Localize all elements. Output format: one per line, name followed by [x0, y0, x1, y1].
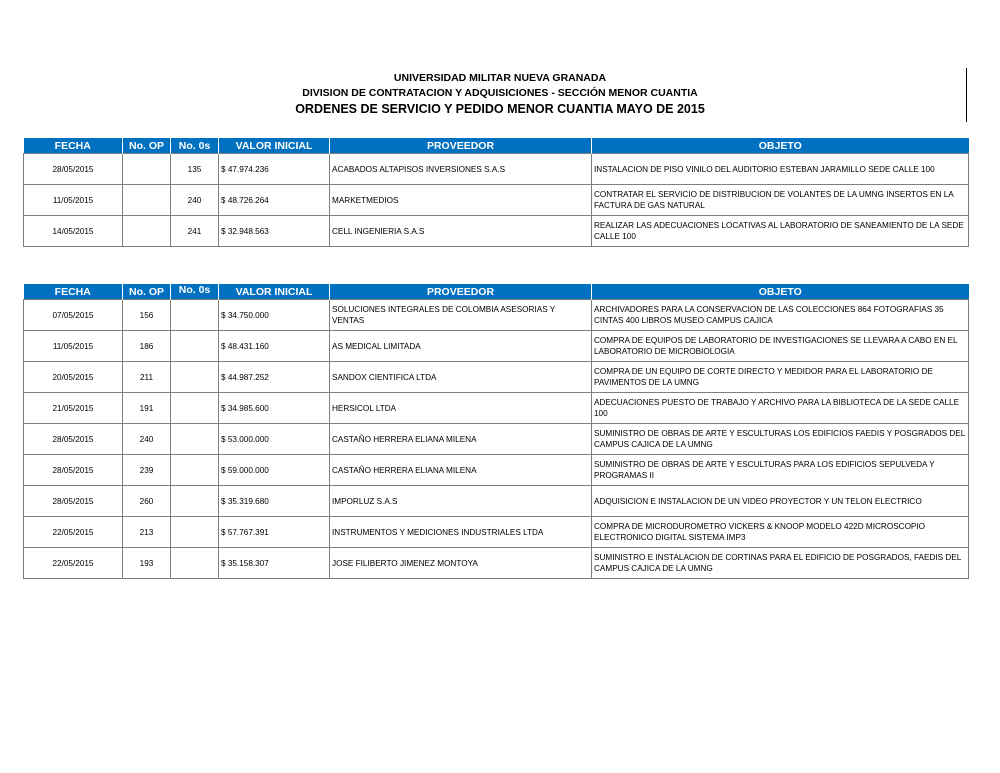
cell-no-op: [123, 216, 171, 247]
table-header-row: [24, 284, 969, 300]
cell-no-op: [123, 185, 171, 216]
table-row: [24, 548, 969, 579]
cell-no-os: 135: [171, 154, 219, 185]
cell-no-op: 211: [123, 362, 171, 393]
col-header-objeto: OBJETO: [592, 138, 969, 154]
col-header-no-os: No. 0s: [171, 284, 219, 300]
col-header-proveedor: PROVEEDOR: [330, 284, 592, 300]
cell-objeto: SUMINISTRO DE OBRAS DE ARTE Y ESCULTURAS PARA LOS EDIFICIOS SEPULVEDA Y PROGRAMAS II: [592, 455, 969, 486]
cell-valor: $ 48.726.264: [219, 185, 330, 216]
cell-fecha: 20/05/2015: [24, 362, 123, 393]
cell-fecha: 22/05/2015: [24, 517, 123, 548]
cell-proveedor: CASTAÑO HERRERA ELIANA MILENA: [330, 424, 592, 455]
cell-fecha: 28/05/2015: [24, 486, 123, 517]
cell-objeto: ADECUACIONES PUESTO DE TRABAJO Y ARCHIVO PARA LA BIBLIOTECA DE LA SEDE CALLE 100: [592, 393, 969, 424]
table-row: [24, 455, 969, 486]
cell-no-os: [171, 300, 219, 331]
cell-proveedor: INSTRUMENTOS Y MEDICIONES INDUSTRIALES LTDA: [330, 517, 592, 548]
cell-no-op: [123, 154, 171, 185]
cell-proveedor: JOSE FILIBERTO JIMENEZ MONTOYA: [330, 548, 592, 579]
cell-objeto: ARCHIVADORES PARA LA CONSERVACION DE LAS COLECCIONES 864 FOTOGRAFIAS 35 CINTAS 400 LIBROS MUSEO CAMPUS CAJICA: [592, 300, 969, 331]
table-row: [24, 300, 969, 331]
cell-no-op: 186: [123, 331, 171, 362]
cell-no-op: 239: [123, 455, 171, 486]
table-row: [24, 216, 969, 247]
cell-objeto: SUMINISTRO DE OBRAS DE ARTE Y ESCULTURAS LOS EDIFICIOS FAEDIS Y POSGRADOS DEL CAMPUS CAJICA DE LA UMNG: [592, 424, 969, 455]
cell-valor: $ 48.431.160: [219, 331, 330, 362]
col-header-fecha: FECHA: [24, 138, 123, 154]
cell-no-os: [171, 331, 219, 362]
cell-no-os: [171, 548, 219, 579]
cell-proveedor: MARKETMEDIOS: [330, 185, 592, 216]
cell-objeto: ADQUISICION E INSTALACION DE UN VIDEO PROYECTOR Y UN TELON ELECTRICO: [592, 486, 969, 517]
cell-objeto: CONTRATAR EL SERVICIO DE DISTRIBUCION DE VOLANTES DE LA UMNG INSERTOS EN LA FACTURA DE GAS NATURAL: [592, 185, 969, 216]
cell-no-os: [171, 455, 219, 486]
cell-fecha: 28/05/2015: [24, 424, 123, 455]
cell-no-op: 213: [123, 517, 171, 548]
cell-valor: $ 35.158.307: [219, 548, 330, 579]
cell-no-os: 241: [171, 216, 219, 247]
cell-valor: $ 32.948.563: [219, 216, 330, 247]
cell-proveedor: ACABADOS ALTAPISOS INVERSIONES S.A.S: [330, 154, 592, 185]
cell-no-op: 156: [123, 300, 171, 331]
cell-fecha: 14/05/2015: [24, 216, 123, 247]
table-row: [24, 486, 969, 517]
table-row: [24, 185, 969, 216]
cell-valor: $ 44.987.252: [219, 362, 330, 393]
cell-valor: $ 59.000.000: [219, 455, 330, 486]
col-header-objeto: OBJETO: [592, 284, 969, 300]
cell-no-op: 191: [123, 393, 171, 424]
cell-valor: $ 57.767.391: [219, 517, 330, 548]
table-row: [24, 362, 969, 393]
cell-fecha: 28/05/2015: [24, 455, 123, 486]
cell-valor: $ 34.750.000: [219, 300, 330, 331]
cell-proveedor: IMPORLUZ S.A.S: [330, 486, 592, 517]
col-header-valor-inicial: VALOR INICIAL: [219, 284, 330, 300]
cell-fecha: 07/05/2015: [24, 300, 123, 331]
division-name: DIVISION DE CONTRATACION Y ADQUISICIONES - SECCIÓN MENOR CUANTIA: [302, 87, 698, 99]
cell-no-op: 240: [123, 424, 171, 455]
cell-valor: $ 53.000.000: [219, 424, 330, 455]
col-header-valor-inicial: VALOR INICIAL: [219, 138, 330, 154]
cell-no-os: [171, 517, 219, 548]
orders-table-1: [23, 138, 969, 247]
cell-no-os: [171, 362, 219, 393]
cell-no-op: 260: [123, 486, 171, 517]
col-header-fecha: FECHA: [24, 284, 123, 300]
cell-fecha: 11/05/2015: [24, 331, 123, 362]
cell-objeto: COMPRA DE EQUIPOS DE LABORATORIO DE INVESTIGACIONES SE LLEVARA A CABO EN EL LABORATORIO DE MICROBIOLOGIA: [592, 331, 969, 362]
cell-fecha: 11/05/2015: [24, 185, 123, 216]
cell-valor: $ 35.319.680: [219, 486, 330, 517]
cell-proveedor: HERSICOL LTDA: [330, 393, 592, 424]
col-header-proveedor: PROVEEDOR: [330, 138, 592, 154]
cell-proveedor: SANDOX CIENTIFICA LTDA: [330, 362, 592, 393]
col-header-no-op: No. OP: [123, 284, 171, 300]
col-header-no-op: No. OP: [123, 138, 171, 154]
cell-proveedor: AS MEDICAL LIMITADA: [330, 331, 592, 362]
cell-fecha: 28/05/2015: [24, 154, 123, 185]
cell-objeto: INSTALACION DE PISO VINILO DEL AUDITORIO ESTEBAN JARAMILLO SEDE CALLE 100: [592, 154, 969, 185]
cell-proveedor: CASTAÑO HERRERA ELIANA MILENA: [330, 455, 592, 486]
table-row: [24, 424, 969, 455]
cell-objeto: REALIZAR LAS ADECUACIONES LOCATIVAS AL LABORATORIO DE SANEAMIENTO DE LA SEDE CALLE 100: [592, 216, 969, 247]
cell-no-os: [171, 424, 219, 455]
cell-objeto: SUMINISTRO E INSTALACION DE CORTINAS PARA EL EDIFICIO DE POSGRADOS, FAEDIS DEL CAMPUS CAJICA DE LA UMNG: [592, 548, 969, 579]
table-row: [24, 331, 969, 362]
cell-no-os: [171, 486, 219, 517]
table-header-row: [24, 138, 969, 154]
orders-table-2: [23, 284, 969, 579]
cell-no-op: 193: [123, 548, 171, 579]
table-row: [24, 517, 969, 548]
university-name: UNIVERSIDAD MILITAR NUEVA GRANADA: [393, 72, 607, 84]
cell-fecha: 21/05/2015: [24, 393, 123, 424]
cell-valor: $ 47.974.236: [219, 154, 330, 185]
col-header-no-os: No. 0s: [171, 138, 219, 154]
cell-valor: $ 34.985.600: [219, 393, 330, 424]
cell-no-os: 240: [171, 185, 219, 216]
cell-objeto: COMPRA DE MICRODUROMETRO VICKERS & KNOOP MODELO 422D MICROSCOPIO ELECTRONICO DIGITAL SISTEMA IMP3: [592, 517, 969, 548]
table-row: [24, 393, 969, 424]
cell-fecha: 22/05/2015: [24, 548, 123, 579]
document-title: ORDENES DE SERVICIO Y PEDIDO MENOR CUANTIA MAYO DE 2015: [295, 102, 705, 116]
cell-objeto: COMPRA DE UN EQUIPO DE CORTE DIRECTO Y MEDIDOR PARA EL LABORATORIO DE PAVIMENTOS DE LA UMNG: [592, 362, 969, 393]
table-row: [24, 154, 969, 185]
cell-proveedor: CELL INGENIERIA S.A.S: [330, 216, 592, 247]
cell-no-os: [171, 393, 219, 424]
document-header: [0, 71, 1000, 118]
cell-proveedor: SOLUCIONES INTEGRALES DE COLOMBIA ASESORIAS Y VENTAS: [330, 300, 592, 331]
